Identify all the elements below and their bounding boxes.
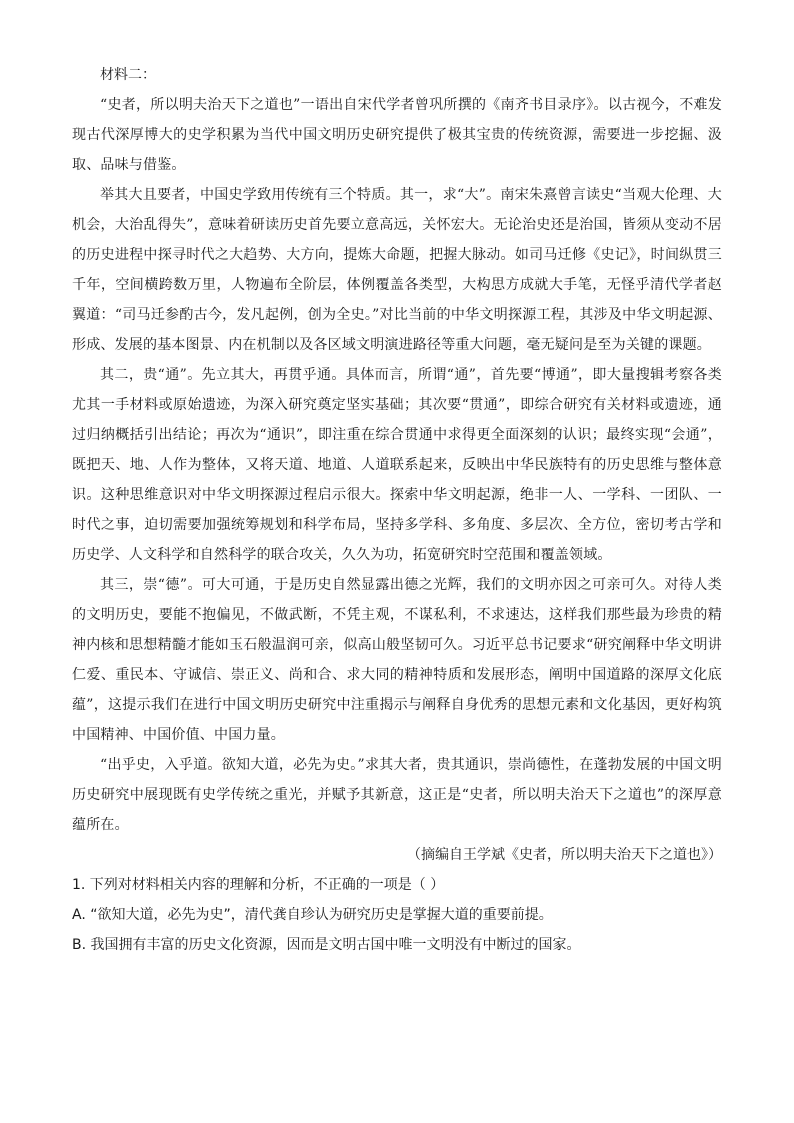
paragraph-4: 其三，崇“德”。可大可通，于是历史自然显露出德之光辉，我们的文明亦因之可亲可久。对待人类的文明历史，要能不抱偏见，不做武断，不凭主观，不谋私利，不求速达，这样我们那些最为珍贵的精神内核和思想精髓才能如玉石般温润可亲，似高山般坚韧可久。习近平总书记要求“研究阐释中华文明讲仁爱、重民本、守诚信、崇正义、尚和合、求大同的精神特质和发展形态，阐明中国道路的深厚文化底蕴”，这提示我们在进行中国文明历史研究中注重揭示与阐释自身优秀的思想元素和文化基因，更好构筑中国精神、中国价值、中国力量。 xyxy=(72,577,722,743)
source-citation: （摘编自王学斌《史者，所以明夫治天下之道也》） xyxy=(407,847,722,863)
paragraph-1: “史者，所以明夫治天下之道也”一语出自宋代学者曾巩所撰的《南齐书目录序》。以古视今，不难发现古代深厚博大的史学积累为当代中国文明历史研究提供了极其宝贵的传统资源，需要进一步挖掘、汲取、品味与借鉴。 xyxy=(72,97,722,173)
question-stem: 1. 下列对材料相关内容的理解和分析，不正确的一项是（ ） xyxy=(72,877,445,893)
option-a: A. “欲知大道，必先为史”，清代龚自珍认为研究历史是掌握大道的重要前提。 xyxy=(72,907,553,923)
paragraph-2: 举其大且要者，中国史学致用传统有三个特质。其一，求“大”。南宋朱熹曾言读史“当观大伦理、大机会，大治乱得失”，意味着研读历史首先要立意高远，关怀宏大。无论治史还是治国，皆须从变动不居的历史进程中探寻时代之大趋势、大方向，提炼大命题，把握大脉动。如司马迁修《史记》，时间纵贯三千年，空间横跨数万里，人物遍布全阶层，体例覆盖各类型，大构思方成就大手笔，无怪乎清代学者赵翼道：“司马迁参酌古今，发凡起例，创为全史。”对比当前的中华文明探源工程，其涉及中华文明起源、形成、发展的基本图景、内在机制以及各区域文明演进路径等重大问题，毫无疑问是至为关键的课题。 xyxy=(72,187,722,353)
paragraph-3: 其二，贵“通”。先立其大，再贯乎通。具体而言，所谓“通”，首先要“博通”，即大量搜辑考察各类尤其一手材料或原始遗迹，为深入研究奠定坚实基础；其次要“贯通”，即综合研究有关材料或遗迹，通过归纳概括引出结论；再次为“通识”，即注重在综合贯通中求得更全面深刻的认识；最终实现“会通”，既把天、地、人作为整体，又将天道、地道、人道联系起来，反映出中华民族特有的历史思维与整体意识。这种思维意识对中华文明探源过程启示很大。探索中华文明起源，绝非一人、一学科、一团队、一时代之事，迫切需要加强统筹规划和科学布局，坚持多学科、多角度、多层次、全方位，密切考古学和历史学、人文科学和自然科学的联合攻关，久久为功，拓宽研究时空范围和覆盖领域。 xyxy=(72,367,722,563)
option-b: B. 我国拥有丰富的历史文化资源，因而是文明古国中唯一文明没有中断过的国家。 xyxy=(72,937,581,953)
material-heading: 材料二： xyxy=(100,67,156,83)
paragraph-5: “出乎史，入乎道。欲知大道，必先为史。”求其大者，贵其通识，崇尚德性，在蓬勃发展的中国文明历史研究中展现既有史学传统之重光，并赋予其新意，这正是“史者，所以明夫治天下之道也”的深厚意蕴所在。 xyxy=(72,757,722,833)
document-page xyxy=(72,60,722,960)
